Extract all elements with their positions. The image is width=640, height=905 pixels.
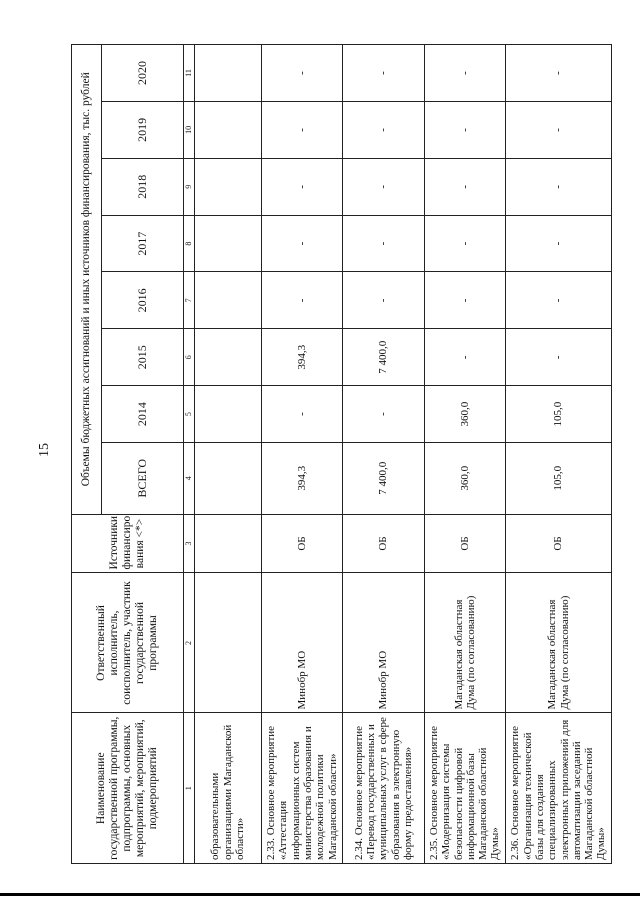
table-row <box>195 45 262 864</box>
row-value <box>195 329 262 386</box>
row-value <box>195 272 262 329</box>
header-year: 2014 <box>102 386 184 443</box>
row-value: - <box>506 158 612 215</box>
row-source: ОБ <box>424 514 505 573</box>
row-value: - <box>506 102 612 159</box>
bottom-border-line <box>0 893 640 896</box>
row-value: 105,0 <box>506 386 612 443</box>
row-source: ОБ <box>343 514 424 573</box>
column-number: 8 <box>184 215 195 272</box>
row-value: - <box>506 215 612 272</box>
header-executor: Ответственный исполнитель, соисполнитель, участник государственной программы <box>72 573 184 713</box>
column-number: 5 <box>184 386 195 443</box>
column-number: 6 <box>184 329 195 386</box>
row-value: - <box>343 158 424 215</box>
row-value: 7 400,0 <box>343 442 424 514</box>
table-row <box>343 45 424 864</box>
table-row <box>261 45 342 864</box>
row-executor: Магаданская областная Дума (по согласованию) <box>424 573 505 713</box>
row-value <box>195 102 262 159</box>
row-value: 394,3 <box>261 329 342 386</box>
header-year: 2016 <box>102 272 184 329</box>
column-number: 11 <box>184 45 195 102</box>
row-value: 394,3 <box>261 442 342 514</box>
row-value: - <box>506 329 612 386</box>
header-year: 2018 <box>102 158 184 215</box>
row-name: 2.33. Основное мероприятие «Аттестация информационных систем министерства образования и молодежной политики Магаданской области» <box>261 713 342 864</box>
row-value: - <box>343 45 424 102</box>
row-value: - <box>261 158 342 215</box>
header-total: ВСЕГО <box>102 442 184 514</box>
column-number-row <box>184 45 195 864</box>
row-value: - <box>506 45 612 102</box>
row-value: - <box>424 215 505 272</box>
row-value: - <box>343 102 424 159</box>
funding-table <box>71 44 612 864</box>
row-executor: Магаданская областная Дума (по согласованию) <box>506 573 612 713</box>
row-value: - <box>261 386 342 443</box>
column-number: 4 <box>184 442 195 514</box>
row-value <box>195 386 262 443</box>
column-number: 3 <box>184 514 195 573</box>
row-value: - <box>261 215 342 272</box>
header-name: Наименование государственной программы, подпрограммы, основных мероприятий, мероприятий, подмероприятий <box>72 713 184 864</box>
row-source: ОБ <box>261 514 342 573</box>
row-value: - <box>343 386 424 443</box>
row-value: - <box>506 272 612 329</box>
row-executor: Минобр МО <box>261 573 342 713</box>
row-value: - <box>261 272 342 329</box>
header-year: 2019 <box>102 102 184 159</box>
row-value <box>195 442 262 514</box>
row-name: 2.35. Основное мероприятие «Модернизация системы безопасности цифровой информационной базы Магаданской областной Думы» <box>424 713 505 864</box>
column-number: 10 <box>184 102 195 159</box>
row-executor <box>195 573 262 713</box>
row-value: - <box>343 272 424 329</box>
row-value: 7 400,0 <box>343 329 424 386</box>
table-row <box>506 45 612 864</box>
column-number: 2 <box>184 573 195 713</box>
row-source <box>195 514 262 573</box>
row-name: 2.36. Основное мероприятие «Организация технической базы для создания специализированных электронных приложений для автоматизации заседаний Магаданской областной Думы» <box>506 713 612 864</box>
header-year: 2020 <box>102 45 184 102</box>
row-executor: Минобр МО <box>343 573 424 713</box>
page-number: 15 <box>37 443 52 457</box>
header-funding: Объемы бюджетных ассигнований и иных источников финансирования, тыс. рублей <box>72 45 102 515</box>
column-number: 7 <box>184 272 195 329</box>
rotated-table-area <box>71 44 612 864</box>
column-number: 9 <box>184 158 195 215</box>
row-value: - <box>424 272 505 329</box>
row-value: - <box>424 329 505 386</box>
row-name: образовательными организациями Магаданской области» <box>195 713 262 864</box>
row-value <box>195 45 262 102</box>
row-value <box>195 215 262 272</box>
row-name: 2.34. Основное мероприятие «Перевод государственных и муниципальных услуг в сфере образования в электронную форму предоставления» <box>343 713 424 864</box>
row-value: 360,0 <box>424 386 505 443</box>
row-value: - <box>424 102 505 159</box>
row-value: - <box>343 215 424 272</box>
header-year: 2017 <box>102 215 184 272</box>
row-value: - <box>424 45 505 102</box>
row-value: - <box>261 102 342 159</box>
row-value <box>195 158 262 215</box>
header-source: Источники финансиро вания <*> <box>72 514 184 573</box>
row-value: 360,0 <box>424 442 505 514</box>
row-value: 105,0 <box>506 442 612 514</box>
row-source: ОБ <box>506 514 612 573</box>
header-year: 2015 <box>102 329 184 386</box>
table-row <box>424 45 505 864</box>
column-number: 1 <box>184 713 195 864</box>
row-value: - <box>261 45 342 102</box>
row-value: - <box>424 158 505 215</box>
